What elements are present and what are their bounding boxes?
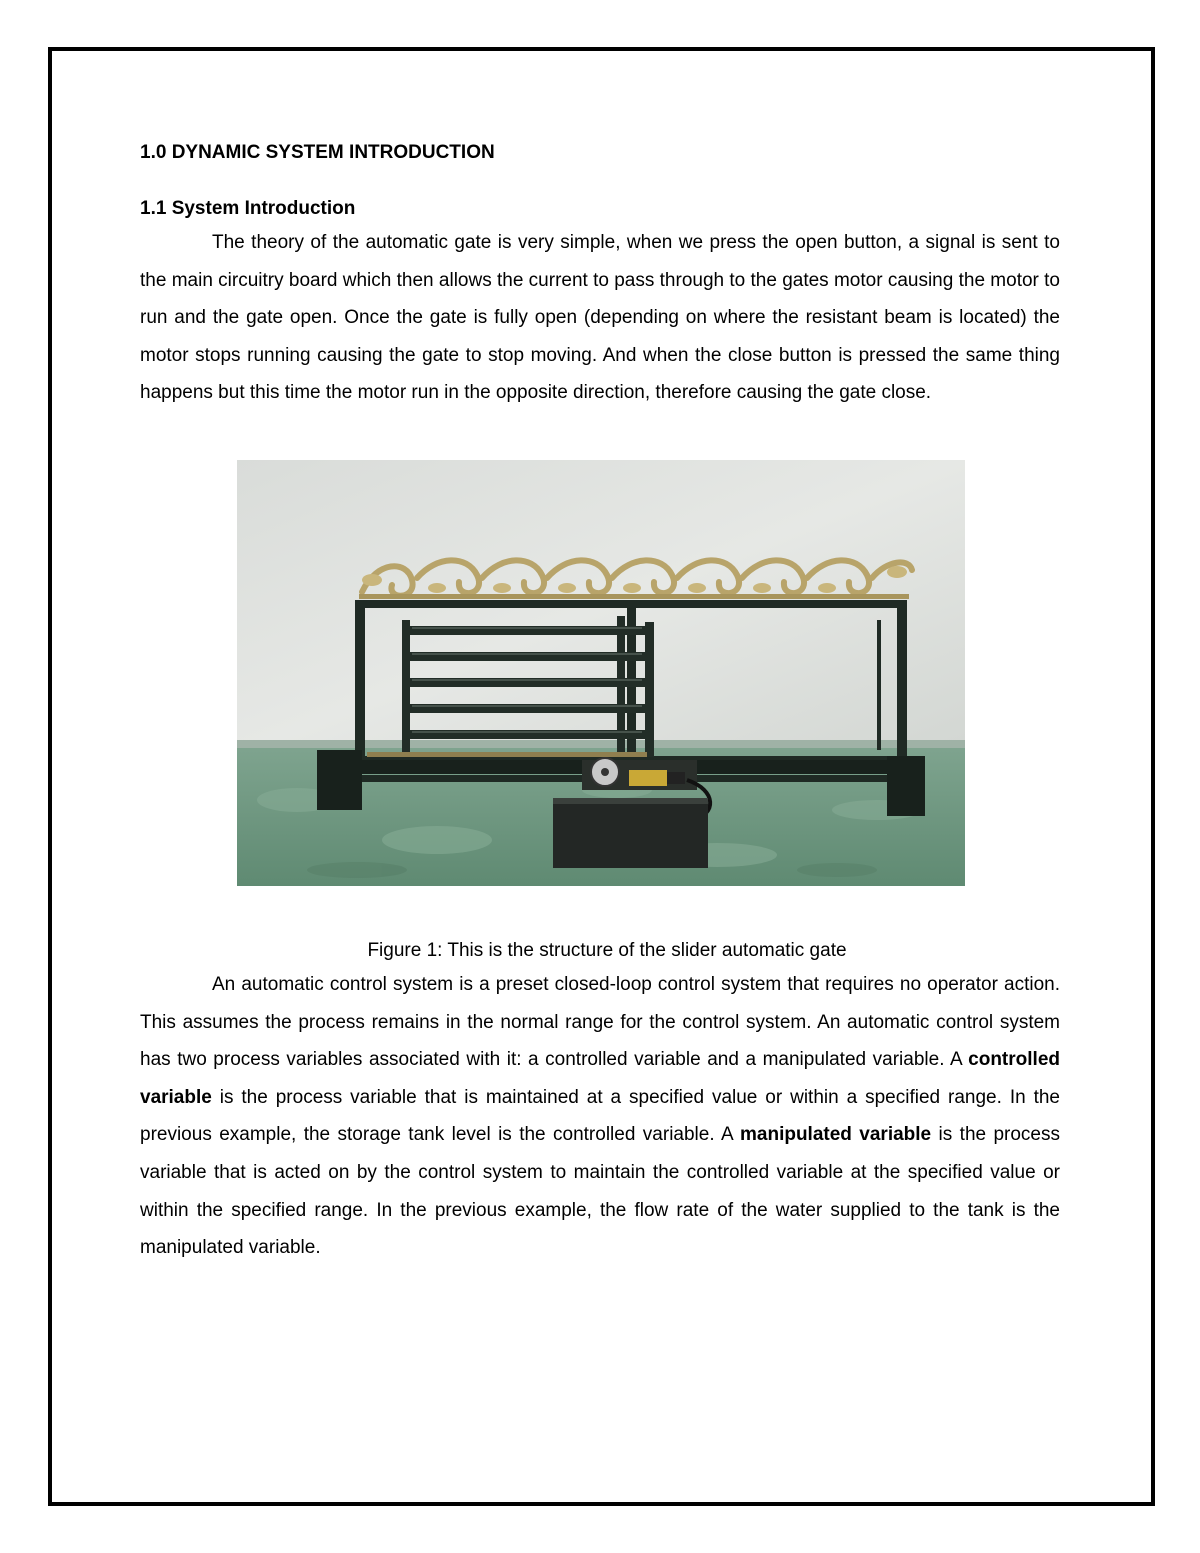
gate-photo: [237, 460, 965, 886]
intro-paragraph: The theory of the automatic gate is very simple, when we press the open button, a signal is sent to the main circuitry board which then allows the current to pass through to the gates motor causing the motor to run and the gate open. Once the gate is fully open (depending on where the resistant beam is located) the motor stops running causing the gate to stop moving. And when the close button is pressed the same thing happens but this time the motor run in the opposite direction, therefore causing the gate close.: [140, 232, 1060, 404]
subsection-heading: 1.1 System Introduction: [140, 198, 356, 219]
paragraph-text: is the process variable that is acted on by the control system to maintain the controlled variable at the specified value or within the specified range. In the previous example, the flow rate of the water supplied to the tank is the manipulated variable.: [140, 1124, 1061, 1259]
document-content: [140, 138, 1060, 1267]
control-system-paragraph: [140, 966, 1060, 1267]
figure-caption: Figure 1: This is the structure of the slider automatic gate: [367, 939, 847, 961]
section-heading: 1.0 DYNAMIC SYSTEM INTRODUCTION: [140, 142, 495, 163]
paragraph-text: An automatic control system is a preset closed-loop control system that requires no operator action. This assumes the process remains in the normal range for the control system. An automatic control system has two process variables associated with it: a controlled variable and a manipulated variable. A: [140, 973, 1060, 1071]
term-manipulated-variable: manipulated variable: [740, 1124, 932, 1146]
term-controlled-variable: controlled variable: [140, 1049, 1060, 1108]
paragraph-text: is the process variable that is maintained at a specified value or within a specified range. In the previous example, the storage tank level is the controlled variable. A: [140, 1086, 1060, 1146]
